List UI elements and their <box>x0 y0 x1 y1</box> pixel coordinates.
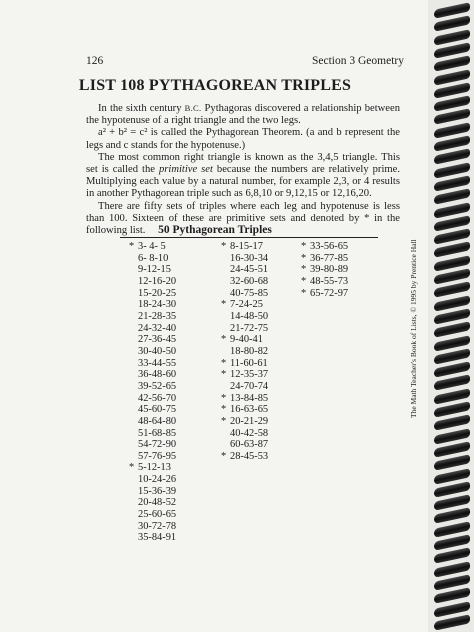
triple-value: 21-28-35 <box>138 310 177 322</box>
triple-value: 33-44-55 <box>138 357 177 369</box>
triple-entry <box>230 428 268 440</box>
triple-value: 14-48-50 <box>230 310 269 322</box>
primitive-marker: * <box>301 264 307 276</box>
triple-value: 20-21-29 <box>230 415 269 427</box>
triple-entry <box>138 381 176 393</box>
triple-value: 13-84-85 <box>230 392 269 404</box>
triple-entry <box>221 415 269 428</box>
triples-column-1 <box>129 241 177 544</box>
triple-entry <box>301 264 349 276</box>
triple-entry <box>301 252 349 265</box>
triple-entry <box>138 276 176 288</box>
triple-entry <box>230 253 268 265</box>
spiral-binding <box>428 0 474 632</box>
triple-entry <box>221 450 269 463</box>
triple-entry <box>230 381 268 393</box>
triple-value: 15-20-25 <box>138 287 177 299</box>
triple-value: 36-48-60 <box>138 369 177 381</box>
triple-value: 9-40-41 <box>230 334 263 346</box>
paragraph-2: a² + b² = c² is called the Pythagorean Theorem. (a and b represent the legs and c stands for the hypotenuse.) <box>86 127 400 151</box>
triple-entry <box>138 288 176 300</box>
triple-value: 54-72-90 <box>138 439 177 451</box>
intro-text <box>86 102 400 237</box>
triple-value: 24-70-74 <box>230 380 269 392</box>
triple-value: 3- 4- 5 <box>138 241 166 252</box>
triple-value: 27-36-45 <box>138 334 177 346</box>
triple-entry <box>230 439 268 451</box>
triple-value: 9-12-15 <box>138 264 171 276</box>
primitive-marker: * <box>221 334 227 346</box>
triple-entry <box>301 275 349 288</box>
triple-entry <box>138 486 176 498</box>
triple-entry <box>221 392 269 405</box>
paragraph-3 <box>86 152 400 201</box>
triple-value: 57-76-95 <box>138 450 177 462</box>
triple-value: 25-60-65 <box>138 509 177 521</box>
triple-value: 42-56-70 <box>138 392 177 404</box>
triple-entry <box>230 323 268 335</box>
triple-entry <box>301 287 349 300</box>
paragraph-1 <box>86 102 400 127</box>
primitive-marker: * <box>301 287 307 299</box>
triple-value: 18-24-30 <box>138 299 177 311</box>
triple-entry <box>138 393 176 405</box>
primitive-marker: * <box>221 450 227 462</box>
table-top-rule <box>120 237 378 238</box>
triple-entry <box>129 462 176 474</box>
triple-entry <box>138 264 176 276</box>
primitive-marker: * <box>129 241 135 252</box>
triple-value: 28-45-53 <box>230 450 269 462</box>
triple-entry <box>129 241 176 253</box>
primitive-set-term: primitive set <box>158 164 213 176</box>
triple-value: 15-36-39 <box>138 485 177 497</box>
triple-entry <box>230 288 268 300</box>
paragraph-3-end: because the numbers are relatively prime. Multiplying each value by a natural number, for example 2,3, or 4 results in another Pythagorean triple such as 6,8,10 or 9,12,15 or 12,16,20. <box>86 164 400 200</box>
triple-entry <box>138 497 176 509</box>
triple-value: 45-60-75 <box>138 404 177 416</box>
section-header: Section 3 Geometry <box>312 55 404 67</box>
triple-value: 24-45-51 <box>230 264 269 276</box>
primitive-marker: * <box>221 404 227 416</box>
list-title: LIST 108 PYTHAGOREAN TRIPLES <box>78 77 352 94</box>
triple-entry <box>221 241 268 253</box>
triple-value: 35-84-91 <box>138 532 177 544</box>
triple-value: 6- 8-10 <box>138 252 169 264</box>
triple-value: 18-80-82 <box>230 345 269 357</box>
triple-entry <box>138 416 176 428</box>
triple-entry <box>221 369 269 381</box>
triple-value: 60-63-87 <box>230 439 269 451</box>
triple-value: 39-52-65 <box>138 380 177 392</box>
primitive-marker: * <box>221 369 227 381</box>
triple-value: 16-30-34 <box>230 252 269 264</box>
triple-entry <box>230 346 268 358</box>
triple-entry <box>138 532 176 544</box>
triple-entry <box>138 474 176 486</box>
triple-value: 40-42-58 <box>230 427 269 439</box>
triple-value: 11-60-61 <box>230 357 268 369</box>
triple-value: 40-75-85 <box>230 287 269 299</box>
triple-entry <box>230 264 268 276</box>
triple-value: 16-63-65 <box>230 404 269 416</box>
table-title: 50 Pythagorean Triples <box>158 224 272 236</box>
copyright-side-text: The Math Teacher's Book of Lists, © 1995 by Prentice Hall <box>409 239 418 418</box>
triple-entry <box>221 357 268 370</box>
triples-column-2 <box>221 241 269 462</box>
primitive-marker: * <box>129 462 135 474</box>
era-abbreviation: B.C. <box>184 103 202 113</box>
triple-entry <box>138 509 176 521</box>
paragraph-1-start: In the sixth century <box>98 103 185 114</box>
paragraph-1-end: Pythagoras discovered a relationship between the hypotenuse of a right triangle and the two legs. <box>86 103 401 127</box>
triple-entry <box>138 334 176 346</box>
triple-value: 5-12-13 <box>138 462 171 474</box>
triple-value: 24-32-40 <box>138 322 177 334</box>
primitive-marker: * <box>221 299 227 311</box>
triple-value: 12-16-20 <box>138 275 177 287</box>
primitive-marker: * <box>221 415 227 427</box>
triple-value: 20-48-52 <box>138 497 177 509</box>
paragraph-4: There are fifty sets of triples where each leg and hypotenuse is less than 100. Sixteen of these are primitive sets and denoted by * in the following list. <box>86 200 400 237</box>
triple-value: 51-68-85 <box>138 427 177 439</box>
primitive-marker: * <box>221 357 227 369</box>
triple-entry <box>138 299 176 311</box>
page-number: 126 <box>86 55 104 67</box>
triple-entry <box>138 521 176 533</box>
triple-entry <box>138 369 176 381</box>
triple-entry <box>221 299 268 311</box>
triple-entry <box>221 334 268 346</box>
triple-entry <box>138 358 176 370</box>
triple-entry <box>138 346 176 358</box>
triple-entry <box>138 311 176 323</box>
primitive-marker: * <box>301 252 307 264</box>
triple-entry <box>138 253 176 265</box>
triple-entry <box>138 323 176 335</box>
primitive-marker: * <box>221 392 227 404</box>
triple-value: 33-56-65 <box>310 241 349 252</box>
triple-entry <box>230 276 268 288</box>
primitive-marker: * <box>221 241 227 252</box>
triple-value: 12-35-37 <box>230 369 269 381</box>
triple-value: 30-72-78 <box>138 520 177 532</box>
triple-entry <box>301 241 349 253</box>
primitive-marker: * <box>301 275 307 287</box>
paragraph-3-start: The most common right triangle is known as the 3,4,5 triangle. This set is called the <box>86 151 400 176</box>
triple-value: 7-24-25 <box>230 299 263 311</box>
triple-value: 30-40-50 <box>138 345 177 357</box>
triple-value: 65-72-97 <box>310 287 349 299</box>
triple-value: 48-55-73 <box>310 275 349 287</box>
triple-value: 39-80-89 <box>310 264 349 276</box>
triple-value: 8-15-17 <box>230 241 263 252</box>
triple-entry <box>138 439 176 451</box>
triple-value: 32-60-68 <box>230 275 269 287</box>
triple-value: 48-64-80 <box>138 415 177 427</box>
triple-entry <box>138 428 176 440</box>
triples-column-3 <box>301 241 349 299</box>
triple-entry <box>221 404 269 416</box>
triple-entry <box>138 404 176 416</box>
triple-value: 10-24-26 <box>138 474 177 486</box>
triple-entry <box>230 311 268 323</box>
triple-value: 21-72-75 <box>230 322 269 334</box>
triple-entry <box>138 451 176 463</box>
primitive-marker: * <box>301 241 307 252</box>
triple-value: 36-77-85 <box>310 252 349 264</box>
